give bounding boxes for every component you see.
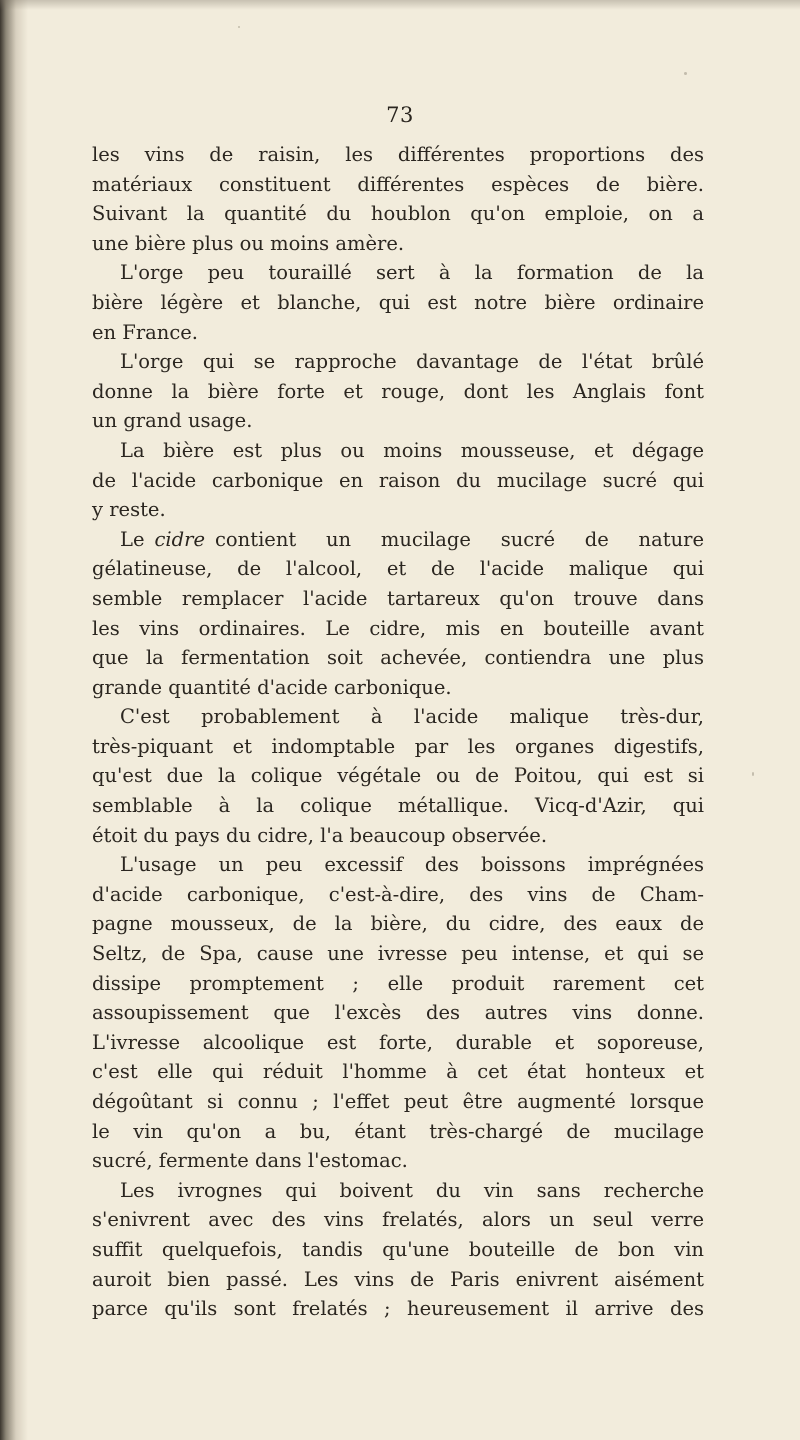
italic-term: cidre [154,527,206,551]
text-line: suffit quelquefois, tandis qu'une bouteille de bon vin [92,1237,704,1261]
text-line: une bière plus ou moins amère. [92,231,405,255]
text-line: donne la bière forte et rouge, dont les Anglais font [92,379,704,403]
text-line: c'est elle qui réduit l'homme à cet état honteux et [92,1060,704,1084]
paragraph-start-line: C'est probablement à l'acide malique très-dur, [120,705,704,729]
body-text [92,140,704,1324]
page-number: 73 [386,103,414,127]
text-line: d'acide carbonique, c'est-à-dire, des vins de Cham- [92,882,704,906]
text-line: s'enivrent avec des vins frelatés, alors un seul verre [92,1208,704,1232]
text-line: Seltz, de Spa, cause une ivresse peu intense, et qui se [92,942,704,966]
text-line: matériaux constituent différentes espèces de bière. [92,172,704,196]
text-line: grande quantité d'acide carbonique. [92,675,452,699]
text-line: qu'est due la colique végétale ou de Poitou, qui est si [92,764,704,788]
book-gutter-shadow [0,0,28,1440]
paragraph-start-line: L'orge qui se rapproche davantage de l'état brûlé [120,350,704,374]
text-line: en France. [92,320,198,344]
text-line: étoit du pays du cidre, l'a beaucoup observée. [92,823,548,847]
text-line: dégoûtant si connu ; l'effet peut être augmenté lorsque [92,1090,704,1113]
line-remainder: contient un mucilage sucré de nature [215,527,704,551]
paper-speck [684,72,687,75]
text-line: gélatineuse, de l'alcool, et de l'acide malique qui [92,557,704,581]
text-line: les vins de raisin, les différentes proportions des [92,143,704,166]
text-line: parce qu'ils sont frelatés ; heureusement il arrive des [92,1297,704,1321]
text-line: de l'acide carbonique en raison du mucilage sucré qui [92,468,704,492]
text-line: Suivant la quantité du houblon qu'on emploie, on a [92,202,704,226]
paragraph-start-line [92,525,704,555]
paragraph-start-line: Les ivrognes qui boivent du vin sans recherche [120,1178,704,1202]
paper-speck [752,772,754,776]
text-line: assoupissement que l'excès des autres vins donne. [92,1001,704,1025]
line-lead-word: Le [120,527,145,551]
text-line: semble remplacer l'acide tartareux qu'on trouve dans [92,586,704,610]
text-line: un grand usage. [92,409,253,433]
text-line: dissipe promptement ; elle produit rarement cet [92,971,704,995]
text-line: pagne mousseux, de la bière, du cidre, des eaux de [92,912,704,936]
text-line: auroit bien passé. Les vins de Paris enivrent aisément [92,1267,704,1291]
text-line: très-piquant et indomptable par les organes digestifs, [92,734,704,758]
paper-speck [472,1306,474,1309]
paragraph-start-line: L'usage un peu excessif des boissons imprégnées [120,853,704,877]
text-line: que la fermentation soit achevée, contiendra une plus [92,646,704,670]
page-top-edge [0,0,800,10]
text-line: semblable à la colique métallique. Vicq-d'Azir, qui [92,794,704,818]
text-line: le vin qu'on a bu, étant très-chargé de mucilage [92,1119,704,1143]
text-line: L'ivresse alcoolique est forte, durable et soporeuse, [92,1030,704,1054]
text-line: les vins ordinaires. Le cidre, mis en bouteille avant [92,616,704,640]
paper-speck [238,26,240,28]
paragraph-start-line: La bière est plus ou moins mousseuse, et dégage [120,438,704,462]
text-line: sucré, fermente dans l'estomac. [92,1149,408,1173]
text-line: bière légère et blanche, qui est notre bière ordinaire [92,290,704,314]
paragraph-start-line: L'orge peu touraillé sert à la formation de la [120,261,704,285]
text-line: y reste. [92,498,166,522]
